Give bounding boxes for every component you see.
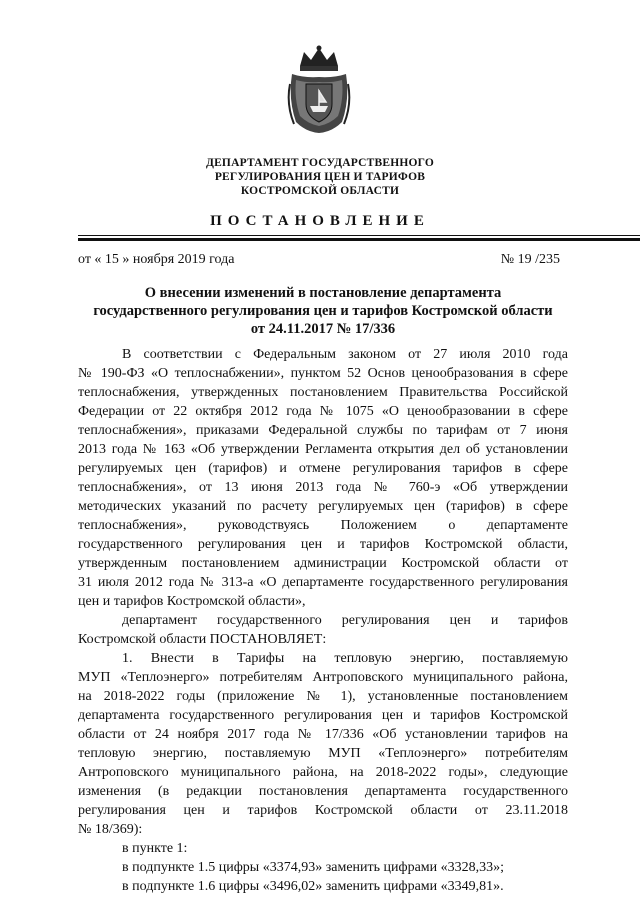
body-line: В соответствии с Федеральным законом от 27 июля 2010 года bbox=[122, 347, 568, 362]
body-line: методических указаний по расчету регулируемых цен (тарифов) в сфере bbox=[78, 499, 568, 514]
body-line: Антроповского муниципального района, на 2018-2022 годы», следующие bbox=[78, 765, 568, 780]
department-name-line-3: КОСТРОМСКОЙ ОБЛАСТИ bbox=[240, 185, 400, 197]
body-line: области от 24 ноября 2017 года № 17/336 «Об установлении тарифов на bbox=[78, 727, 568, 742]
body-line: МУП «Теплоэнерго» потребителям Антроповского муниципального района, bbox=[78, 670, 568, 685]
department-name-line-1: ДЕПАРТАМЕНТ ГОСУДАРСТВЕННОГО bbox=[205, 157, 435, 169]
body-line: регулируемых цен (тарифов) и отмене регулирования тарифов в сфере bbox=[78, 461, 568, 476]
header-divider-thick bbox=[78, 238, 640, 241]
body-line: 1. Внести в Тарифы на тепловую энергию, поставляемую bbox=[122, 651, 568, 666]
body-line: № 190-ФЗ «О теплоснабжении», пунктом 52 Основ ценообразования в сфере bbox=[78, 366, 568, 381]
body-line: департамента государственного регулирования цен и тарифов Костромской bbox=[78, 708, 568, 723]
body-line: 31 июля 2012 года № 313-а «О департаменте государственного регулирования bbox=[78, 575, 568, 590]
document-title-line-1: О внесении изменений в постановление департамента bbox=[144, 285, 502, 301]
document-title-line-2: государственного регулирования цен и тарифов Костромской области bbox=[93, 303, 553, 319]
document-title-line-3: от 24.11.2017 № 17/336 bbox=[250, 321, 396, 337]
body-line: изменения (в редакции постановления департамента государственного bbox=[78, 784, 568, 799]
body-line: Федерации от 22 октября 2012 года № 1075 «О ценообразовании в сфере bbox=[78, 404, 568, 419]
department-name-line-2: РЕГУЛИРОВАНИЯ ЦЕН И ТАРИФОВ bbox=[214, 171, 426, 183]
body-line: теплоснабжения, утвержденных постановлением Правительства Российской bbox=[78, 385, 568, 400]
body-line: Костромской области ПОСТАНОВЛЯЕТ: bbox=[78, 632, 327, 647]
body-line: на 2018-2022 годы (приложение № 1), установленные постановлением bbox=[78, 689, 568, 704]
document-type-heading: ПОСТАНОВЛЕНИЕ bbox=[210, 213, 430, 229]
body-line: в подпункте 1.6 цифры «3496,02» заменить цифрами «3349,81». bbox=[122, 879, 504, 894]
coat-of-arms-emblem bbox=[286, 44, 352, 134]
body-line: департамент государственного регулирования цен и тарифов bbox=[122, 613, 568, 628]
body-line: 2013 года № 163 «Об утверждении Регламента открытия дел об установлении bbox=[78, 442, 568, 457]
body-line: № 18/369): bbox=[78, 822, 143, 837]
body-line: в подпункте 1.5 цифры «3374,93» заменить цифрами «3328,33»; bbox=[122, 860, 505, 875]
body-line: теплоснабжения», приказами Федеральной службы по тарифам от 7 июня bbox=[78, 423, 568, 438]
document-number: № 19 /235 bbox=[500, 252, 560, 267]
body-line: утвержденным постановлением администрации Костромской области от bbox=[78, 556, 568, 571]
body-line: государственного регулирования цен и тарифов Костромской области, bbox=[78, 537, 568, 552]
body-line: теплоснабжения», от 13 июня 2013 года № 760-э «Об утверждении bbox=[78, 480, 568, 495]
body-line: цен и тарифов Костромской области», bbox=[78, 594, 306, 609]
body-line: тепловую энергию, поставляемую МУП «Теплоэнерго» потребителям bbox=[78, 746, 568, 761]
body-line: регулирования цен и тарифов Костромской области от 23.11.2018 bbox=[78, 803, 568, 818]
body-line: в пункте 1: bbox=[122, 841, 188, 856]
header-divider-thin bbox=[78, 235, 640, 236]
document-date: от « 15 » ноября 2019 года bbox=[78, 252, 235, 267]
body-line: теплоснабжения», руководствуясь Положением о департаменте bbox=[78, 518, 568, 533]
